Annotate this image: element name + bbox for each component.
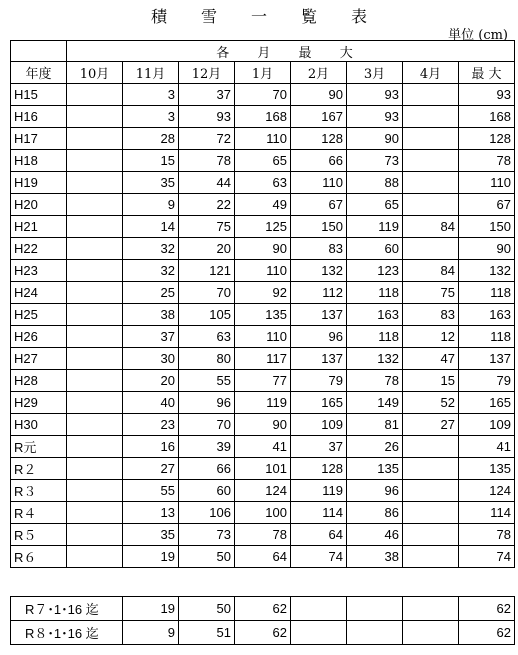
value-cell: 64	[291, 524, 347, 546]
value-cell: 74	[291, 546, 347, 568]
value-cell: 9	[123, 194, 179, 216]
value-cell: 62	[235, 597, 291, 621]
value-cell: 20	[123, 370, 179, 392]
value-cell: 30	[123, 348, 179, 370]
table-row	[11, 260, 515, 282]
value-cell	[67, 84, 123, 106]
value-cell: 40	[123, 392, 179, 414]
value-cell	[67, 128, 123, 150]
value-cell: 66	[291, 150, 347, 172]
title-char: 一	[250, 7, 267, 26]
value-cell: 84	[403, 260, 459, 282]
column-header: 12月	[179, 62, 235, 84]
value-cell: 81	[347, 414, 403, 436]
table-row	[11, 436, 515, 458]
year-cell: R３	[11, 480, 67, 502]
value-cell: 114	[291, 502, 347, 524]
table-row	[11, 150, 515, 172]
value-cell: 72	[179, 128, 235, 150]
table-row	[11, 84, 515, 106]
value-cell: 79	[459, 370, 515, 392]
column-header: 2月	[291, 62, 347, 84]
value-cell: 37	[123, 326, 179, 348]
value-cell: 128	[291, 128, 347, 150]
value-cell	[67, 150, 123, 172]
year-cell: R６	[11, 546, 67, 568]
value-cell	[403, 502, 459, 524]
value-cell: 90	[347, 128, 403, 150]
value-cell: 15	[123, 150, 179, 172]
year-cell: H21	[11, 216, 67, 238]
value-cell	[67, 458, 123, 480]
page-title	[0, 4, 518, 27]
value-cell: 109	[291, 414, 347, 436]
value-cell: 150	[459, 216, 515, 238]
value-cell	[403, 194, 459, 216]
value-cell: 3	[123, 106, 179, 128]
value-cell	[403, 150, 459, 172]
value-cell: 90	[291, 84, 347, 106]
year-cell: H22	[11, 238, 67, 260]
value-cell: 74	[459, 546, 515, 568]
value-cell: 137	[291, 304, 347, 326]
year-cell: H30	[11, 414, 67, 436]
table-row	[11, 546, 515, 568]
value-cell	[403, 84, 459, 106]
column-header: 3月	[347, 62, 403, 84]
year-cell: R２	[11, 458, 67, 480]
year-cell: H29	[11, 392, 67, 414]
value-cell	[67, 502, 123, 524]
value-cell: 63	[235, 172, 291, 194]
value-cell: 35	[123, 172, 179, 194]
year-cell: H28	[11, 370, 67, 392]
value-cell	[403, 106, 459, 128]
value-cell: 118	[347, 326, 403, 348]
value-cell	[403, 172, 459, 194]
value-cell: 37	[179, 84, 235, 106]
value-cell: 9	[123, 621, 179, 645]
value-cell	[347, 621, 403, 645]
value-cell: 84	[403, 216, 459, 238]
value-cell: 168	[235, 106, 291, 128]
value-cell: 25	[123, 282, 179, 304]
value-cell: 124	[235, 480, 291, 502]
table-row	[11, 282, 515, 304]
value-cell	[67, 282, 123, 304]
value-cell: 117	[235, 348, 291, 370]
current-season-table	[10, 596, 515, 645]
value-cell: 41	[459, 436, 515, 458]
value-cell	[67, 304, 123, 326]
table-row	[11, 348, 515, 370]
value-cell: 70	[179, 282, 235, 304]
table-row	[11, 194, 515, 216]
column-header: 11月	[123, 62, 179, 84]
value-cell: 137	[291, 348, 347, 370]
value-cell: 49	[235, 194, 291, 216]
value-cell: 14	[123, 216, 179, 238]
value-cell: 90	[235, 414, 291, 436]
value-cell: 163	[459, 304, 515, 326]
value-cell: 3	[123, 84, 179, 106]
value-cell: 51	[179, 621, 235, 645]
value-cell: 16	[123, 436, 179, 458]
value-cell: 38	[347, 546, 403, 568]
value-cell: 132	[347, 348, 403, 370]
value-cell	[67, 326, 123, 348]
value-cell	[403, 436, 459, 458]
column-header: 10月	[67, 62, 123, 84]
unit-label: 単位 (cm)	[448, 28, 508, 43]
year-cell: H26	[11, 326, 67, 348]
year-cell: R５	[11, 524, 67, 546]
title-char: 雪	[200, 7, 217, 26]
value-cell: 135	[235, 304, 291, 326]
value-cell: 167	[291, 106, 347, 128]
value-cell: 28	[123, 128, 179, 150]
value-cell: 135	[347, 458, 403, 480]
value-cell: 65	[235, 150, 291, 172]
value-cell: 23	[123, 414, 179, 436]
value-cell: 125	[235, 216, 291, 238]
table-row	[11, 172, 515, 194]
year-cell: H19	[11, 172, 67, 194]
value-cell: 62	[235, 621, 291, 645]
value-cell: 55	[123, 480, 179, 502]
value-cell: 39	[179, 436, 235, 458]
header-group: 各 月 最 大	[67, 41, 515, 62]
value-cell: 150	[291, 216, 347, 238]
value-cell: 96	[291, 326, 347, 348]
column-header: 年度	[11, 62, 67, 84]
value-cell: 128	[291, 458, 347, 480]
table-row	[11, 458, 515, 480]
value-cell: 73	[179, 524, 235, 546]
value-cell: 27	[123, 458, 179, 480]
title-char: 覧	[301, 7, 318, 26]
year-cell: H27	[11, 348, 67, 370]
value-cell: 20	[179, 238, 235, 260]
value-cell: 149	[347, 392, 403, 414]
value-cell: 110	[235, 326, 291, 348]
value-cell: 92	[235, 282, 291, 304]
value-cell: 78	[235, 524, 291, 546]
value-cell: 26	[347, 436, 403, 458]
value-cell	[403, 238, 459, 260]
value-cell	[67, 480, 123, 502]
value-cell: 90	[235, 238, 291, 260]
value-cell	[67, 546, 123, 568]
value-cell	[67, 392, 123, 414]
value-cell: 62	[459, 597, 515, 621]
period-cell: R８･1･16 迄	[11, 621, 123, 645]
value-cell: 165	[291, 392, 347, 414]
value-cell: 83	[403, 304, 459, 326]
value-cell: 119	[291, 480, 347, 502]
value-cell: 105	[179, 304, 235, 326]
value-cell: 118	[459, 326, 515, 348]
value-cell: 168	[459, 106, 515, 128]
value-cell: 55	[179, 370, 235, 392]
table-row	[11, 304, 515, 326]
value-cell: 62	[459, 621, 515, 645]
value-cell: 32	[123, 260, 179, 282]
value-cell: 93	[459, 84, 515, 106]
value-cell: 88	[347, 172, 403, 194]
value-cell	[67, 238, 123, 260]
value-cell: 65	[347, 194, 403, 216]
value-cell	[403, 128, 459, 150]
value-cell: 93	[347, 106, 403, 128]
value-cell: 128	[459, 128, 515, 150]
table-row	[11, 216, 515, 238]
value-cell: 22	[179, 194, 235, 216]
value-cell: 60	[347, 238, 403, 260]
value-cell: 78	[459, 524, 515, 546]
year-cell: R元	[11, 436, 67, 458]
value-cell: 96	[179, 392, 235, 414]
value-cell: 70	[235, 84, 291, 106]
value-cell	[67, 436, 123, 458]
column-header: 4月	[403, 62, 459, 84]
value-cell: 101	[235, 458, 291, 480]
value-cell: 106	[179, 502, 235, 524]
value-cell: 110	[235, 128, 291, 150]
column-header: 1月	[235, 62, 291, 84]
value-cell: 27	[403, 414, 459, 436]
value-cell: 38	[123, 304, 179, 326]
value-cell	[403, 621, 459, 645]
value-cell: 90	[459, 238, 515, 260]
value-cell: 78	[459, 150, 515, 172]
value-cell: 79	[291, 370, 347, 392]
value-cell: 63	[179, 326, 235, 348]
table-row	[11, 106, 515, 128]
value-cell	[67, 348, 123, 370]
value-cell: 114	[459, 502, 515, 524]
value-cell	[67, 524, 123, 546]
value-cell: 66	[179, 458, 235, 480]
value-cell: 121	[179, 260, 235, 282]
value-cell: 118	[459, 282, 515, 304]
value-cell: 67	[459, 194, 515, 216]
year-cell: H18	[11, 150, 67, 172]
value-cell	[347, 597, 403, 621]
value-cell: 73	[347, 150, 403, 172]
value-cell: 78	[347, 370, 403, 392]
value-cell: 50	[179, 597, 235, 621]
value-cell: 135	[459, 458, 515, 480]
current-row	[11, 597, 515, 621]
value-cell: 19	[123, 546, 179, 568]
year-cell: H25	[11, 304, 67, 326]
value-cell: 75	[403, 282, 459, 304]
value-cell: 100	[235, 502, 291, 524]
value-cell: 165	[459, 392, 515, 414]
period-cell: R７･1･16 迄	[11, 597, 123, 621]
table-row	[11, 238, 515, 260]
value-cell	[67, 370, 123, 392]
value-cell	[67, 216, 123, 238]
value-cell: 35	[123, 524, 179, 546]
value-cell: 109	[459, 414, 515, 436]
value-cell: 78	[179, 150, 235, 172]
table-row	[11, 370, 515, 392]
value-cell: 93	[347, 84, 403, 106]
table-row	[11, 414, 515, 436]
current-row	[11, 621, 515, 645]
value-cell: 83	[291, 238, 347, 260]
value-cell: 118	[347, 282, 403, 304]
table-row	[11, 524, 515, 546]
value-cell: 110	[235, 260, 291, 282]
value-cell: 60	[179, 480, 235, 502]
year-cell: H20	[11, 194, 67, 216]
table-row	[11, 128, 515, 150]
value-cell	[403, 546, 459, 568]
value-cell: 50	[179, 546, 235, 568]
value-cell: 110	[459, 172, 515, 194]
value-cell: 47	[403, 348, 459, 370]
value-cell: 110	[291, 172, 347, 194]
value-cell	[291, 621, 347, 645]
table-row	[11, 502, 515, 524]
value-cell	[403, 524, 459, 546]
value-cell	[291, 597, 347, 621]
title-char: 積	[150, 7, 167, 26]
value-cell: 67	[291, 194, 347, 216]
value-cell: 37	[291, 436, 347, 458]
table-row	[11, 480, 515, 502]
value-cell: 32	[123, 238, 179, 260]
title-char: 表	[351, 7, 368, 26]
value-cell	[403, 480, 459, 502]
value-cell: 46	[347, 524, 403, 546]
value-cell: 19	[123, 597, 179, 621]
value-cell: 124	[459, 480, 515, 502]
snow-table	[10, 40, 515, 568]
value-cell	[67, 194, 123, 216]
value-cell	[67, 106, 123, 128]
year-cell: H24	[11, 282, 67, 304]
value-cell: 163	[347, 304, 403, 326]
value-cell: 86	[347, 502, 403, 524]
value-cell: 80	[179, 348, 235, 370]
table-row	[11, 326, 515, 348]
value-cell: 12	[403, 326, 459, 348]
value-cell: 64	[235, 546, 291, 568]
value-cell: 44	[179, 172, 235, 194]
column-header: 最 大	[459, 62, 515, 84]
year-cell: R４	[11, 502, 67, 524]
value-cell: 137	[459, 348, 515, 370]
year-cell: H16	[11, 106, 67, 128]
value-cell: 112	[291, 282, 347, 304]
value-cell: 93	[179, 106, 235, 128]
value-cell: 132	[459, 260, 515, 282]
value-cell	[403, 597, 459, 621]
value-cell: 75	[179, 216, 235, 238]
table-row	[11, 392, 515, 414]
value-cell: 132	[291, 260, 347, 282]
value-cell	[403, 458, 459, 480]
value-cell: 119	[235, 392, 291, 414]
value-cell	[67, 260, 123, 282]
value-cell: 77	[235, 370, 291, 392]
year-cell: H17	[11, 128, 67, 150]
value-cell: 13	[123, 502, 179, 524]
value-cell: 52	[403, 392, 459, 414]
value-cell: 123	[347, 260, 403, 282]
year-cell: H23	[11, 260, 67, 282]
value-cell: 41	[235, 436, 291, 458]
value-cell: 15	[403, 370, 459, 392]
value-cell: 119	[347, 216, 403, 238]
value-cell	[67, 172, 123, 194]
year-cell: H15	[11, 84, 67, 106]
value-cell: 96	[347, 480, 403, 502]
header-blank	[11, 41, 67, 62]
value-cell	[67, 414, 123, 436]
value-cell: 70	[179, 414, 235, 436]
